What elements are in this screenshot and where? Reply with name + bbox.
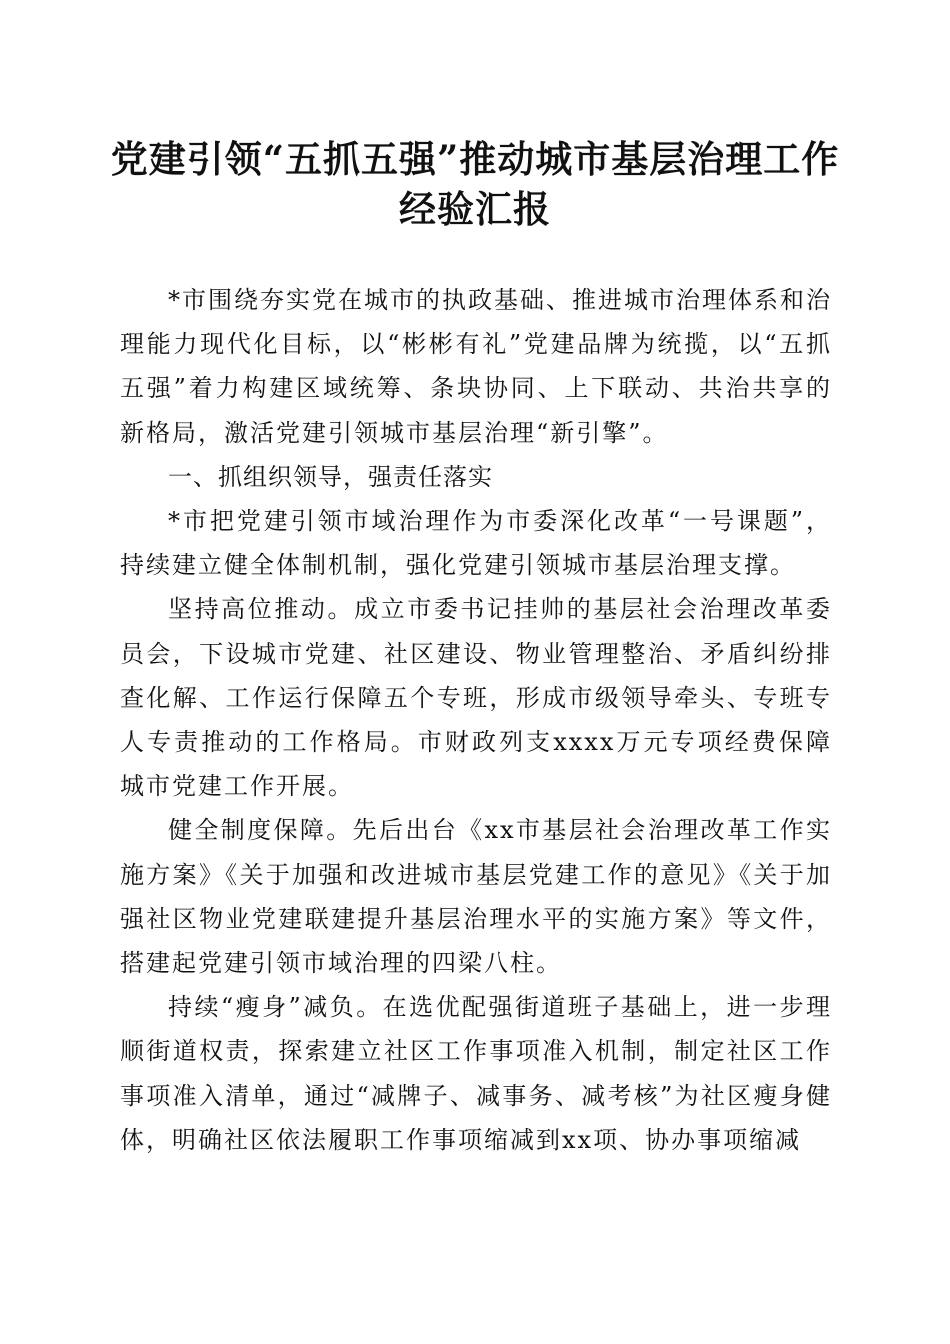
document-body (120, 278, 832, 1162)
document-title (110, 134, 840, 234)
title-line-2: 经验汇报 (399, 187, 551, 231)
high-level-promotion-paragraph: 坚持高位推动。成立市委书记挂帅的基层社会治理改革委员会，下设城市党建、社区建设、物业管理整治、矛盾纠纷排查化解、工作运行保障五个专班，形成市级领导牵头、专班专人专责推动的工作格局。市财政列支xxxx万元专项经费保障城市党建工作开展。 (120, 595, 832, 801)
title-line-1: 党建引领“五抓五强”推动城市基层治理工作 (110, 137, 840, 181)
section-heading-1: 一、抓组织领导，强责任落实 (168, 462, 493, 491)
section-1-paragraph: *市把党建引领市域治理作为市委深化改革“一号课题”，持续建立健全体制机制，强化党建引领城市基层治理支撑。 (120, 507, 832, 580)
intro-paragraph: *市围绕夯实党在城市的执政基础、推进城市治理体系和治理能力现代化目标，以“彬彬有礼”党建品牌为统揽，以“五抓五强”着力构建区域统筹、条块协同、上下联动、共治共享的新格局，激活党建引领城市基层治理“新引擎”。 (120, 286, 832, 447)
burden-reduction-paragraph: 持续“瘦身”减负。在选优配强街道班子基础上，进一步理顺街道权责，探索建立社区工作事项准入机制，制定社区工作事项准入清单，通过“减牌子、减事务、减考核”为社区瘦身健体，明确社区依法履职工作事项缩减到xx项、协办事项缩减 (120, 993, 832, 1154)
system-guarantee-paragraph: 健全制度保障。先后出台《xx市基层社会治理改革工作实施方案》《关于加强和改进城市基层党建工作的意见》《关于加强社区物业党建联建提升基层治理水平的实施方案》等文件，搭建起党建引领市域治理的四梁八柱。 (120, 816, 832, 978)
